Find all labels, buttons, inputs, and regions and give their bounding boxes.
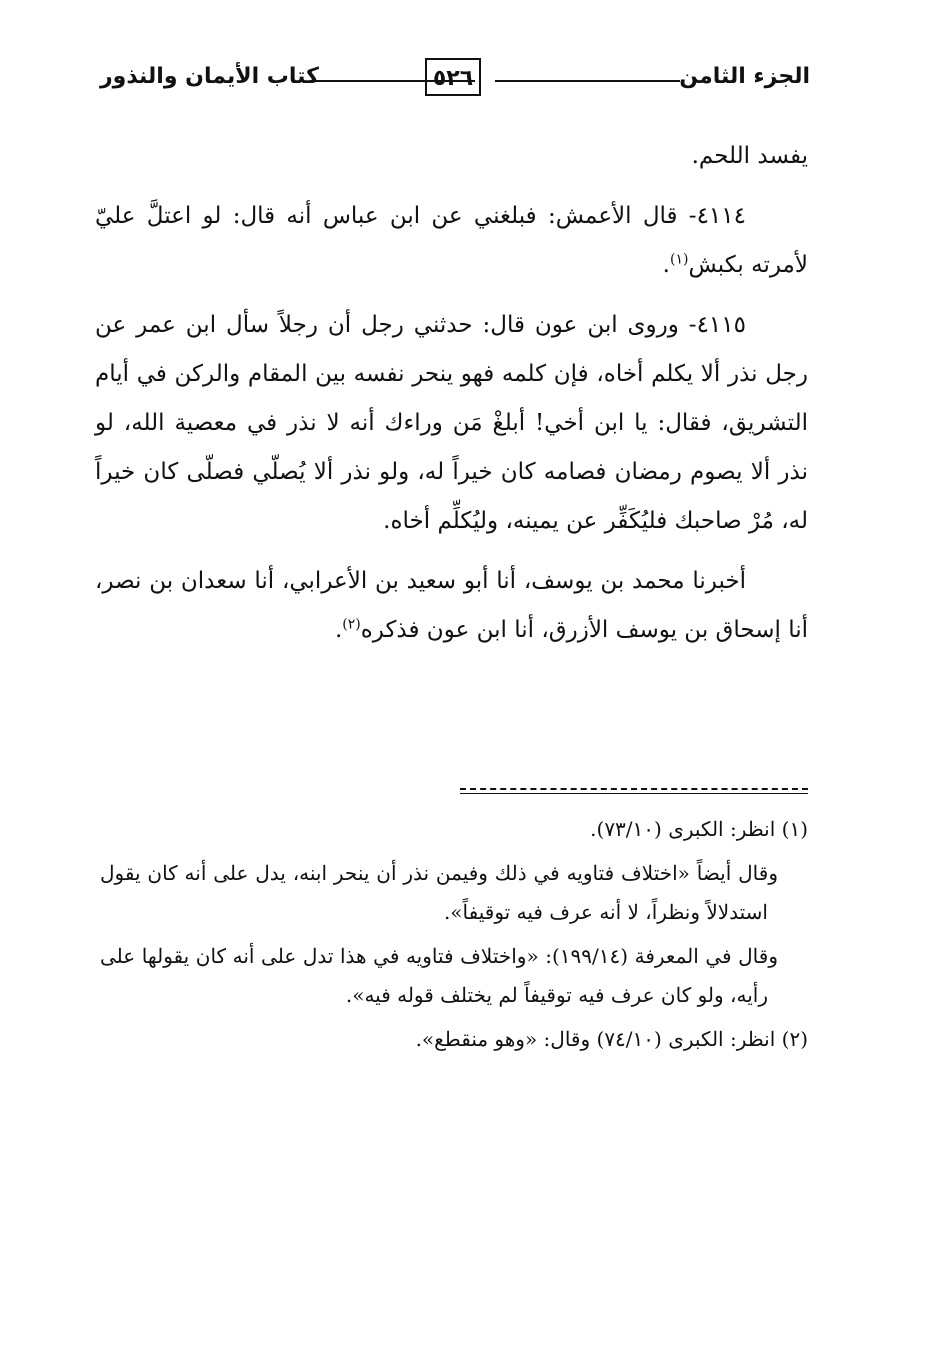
footnote-separator: [460, 788, 808, 790]
footnote-1-comment-a: وقال أيضاً «اختلاف فتاويه في ذلك وفيمن نذر أن ينحر ابنه، يدل على أنه كان يقول استدلالاً ونظراً، لا أنه عرف فيه توقيفاً».: [100, 861, 778, 924]
paragraph-4114: [95, 192, 808, 290]
paragraph-end: .: [334, 617, 343, 643]
paragraph-text: ٤١١٥- وروى ابن عون قال: حدثني رجل أن رجلاً سأل ابن عمر عن رجل نذر ألا يكلم أخاه، فإن كلمه فهو ينحر نفسه بين المقام والركن في أيام التشريق، فقال: يا ابن أخي! أبلغْ مَن وراءك أنه لا نذر في معصية الله، لو نذر ألا يصوم رمضان فصامه كان خيراً له، ولو نذر ألا يُصلّي فصلّى كان خيراً له، مُرْ صاحبك فليُكَفِّر عن يمينه، وليُكلِّم أخاه.: [95, 312, 808, 534]
paragraph-text: يفسد اللحم.: [691, 143, 808, 169]
paragraph-continuation: [95, 132, 808, 181]
footnote-ref-2[interactable]: (٢): [342, 616, 361, 633]
paragraph-text: أخبرنا محمد بن يوسف، أنا أبو سعيد بن الأعرابي، أنا سعدان بن نصر، أنا إسحاق بن يوسف الأزرق، أنا ابن عون فذكره: [95, 568, 808, 643]
volume-label: الجزء الثامن: [679, 64, 810, 89]
main-text: [95, 132, 808, 666]
paragraph-end: .: [662, 252, 670, 278]
footnote-ref-1[interactable]: (١): [669, 251, 689, 268]
page-header: [100, 58, 810, 98]
book-title: كتاب الأيمان والنذور: [100, 64, 319, 89]
footnote-1-comment-b: وقال في المعرفة (١٩٩/١٤): «واختلاف فتاويه في هذا تدل على أنه كان يقولها على رأيه، ولو كان عرف فيه توقيفاً لم يختلف قوله فيه».: [100, 944, 778, 1007]
header-rule-right: [495, 80, 680, 82]
header-rule-left: [310, 80, 475, 82]
footnote-1: (١) انظر: الكبرى (٧٣/١٠).: [590, 817, 808, 841]
paragraph-text: ٤١١٤- قال الأعمش: فبلغني عن ابن عباس أنه قال: لو اعتلَّ عليّ لأمرته بكبش: [95, 203, 808, 278]
footnotes: [100, 810, 808, 1064]
footnote-2: (٢) انظر: الكبرى (٧٤/١٠) وقال: «وهو منقطع».: [415, 1027, 808, 1051]
paragraph-isnad: [95, 557, 808, 655]
footnote-separator-line: [460, 793, 808, 794]
paragraph-4115: [95, 301, 808, 546]
page-number: ٥٢٦: [425, 58, 481, 96]
